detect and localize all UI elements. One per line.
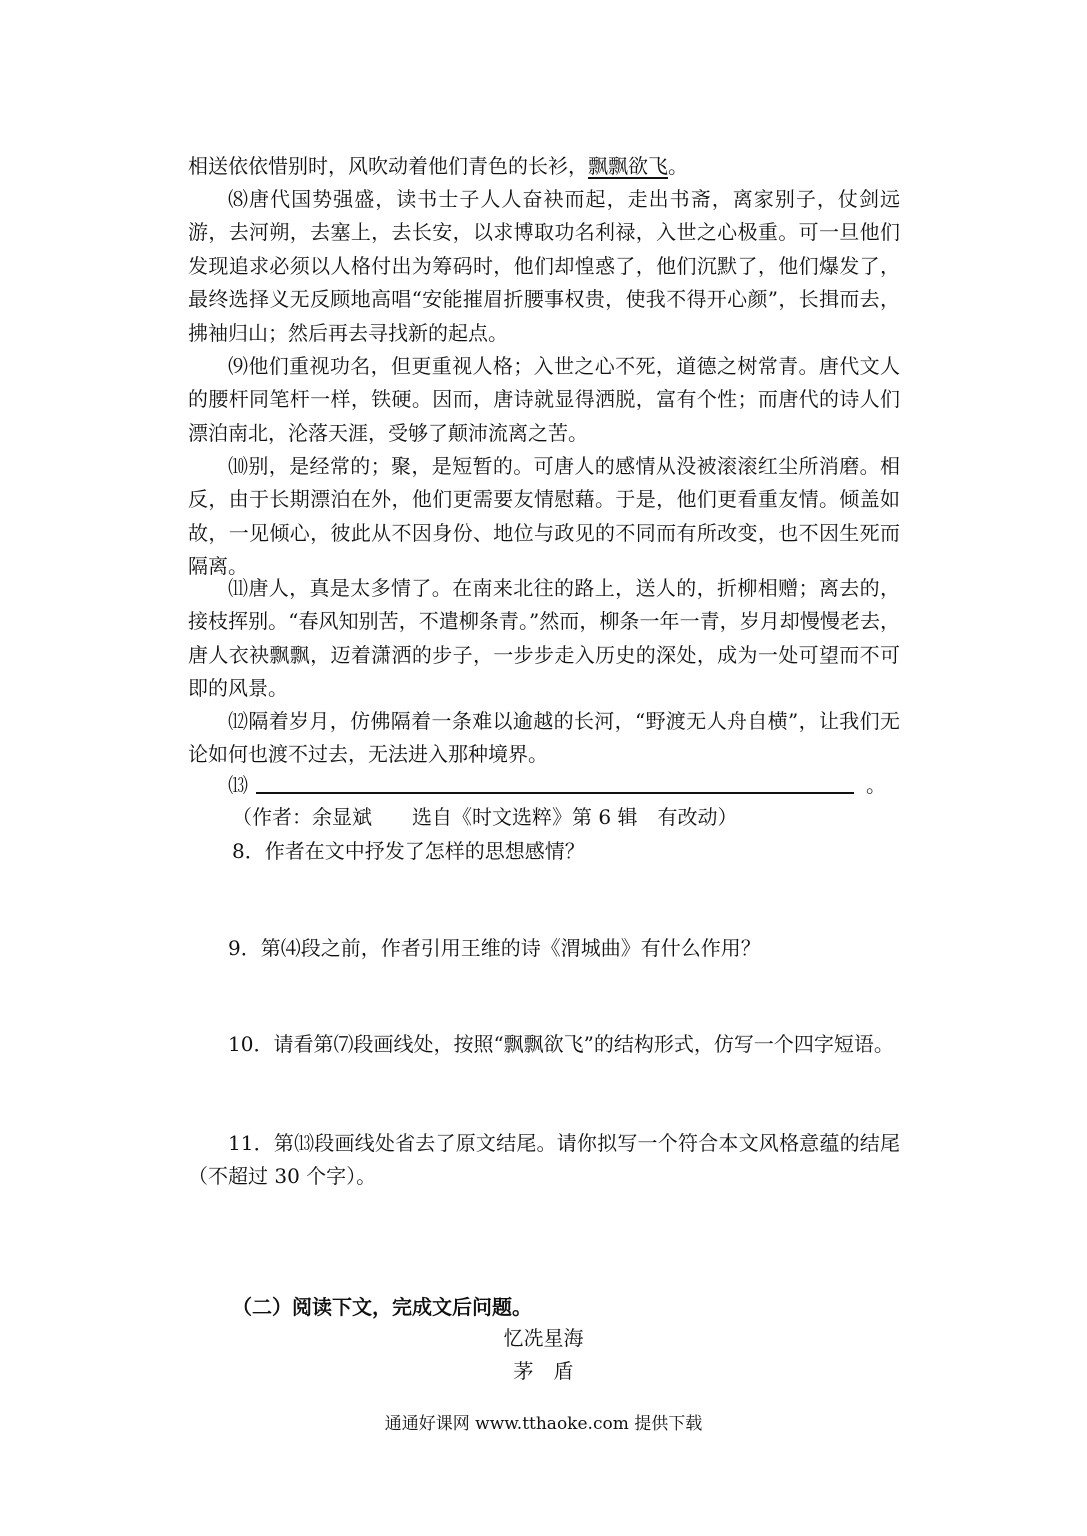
answer-blank-line <box>256 792 854 794</box>
paragraph-8: ⑻唐代国势强盛，读书士子人人奋袂而起，走出书斋，离家别子，仗剑远游，去河朔，去塞上，去长安，以求博取功名利禄，入世之心极重。可一旦他们发现追求必须以人格付出为筹码时，他们却惶惑了，他们沉默了，他们爆发了，最终选择义无反顾地高唱“安能摧眉折腰事权贵，使我不得开心颜”，长揖而去，拂袖归山；然后再去寻找新的起点。 <box>188 187 900 345</box>
article-title: 忆冼星海 <box>503 1326 584 1350</box>
paragraph-7-tail <box>188 150 900 183</box>
page-footer: 通通好课网 www.tthaoke.com 提供下载 <box>384 1414 703 1434</box>
article-author: 茅 盾 <box>513 1359 574 1383</box>
p7-end: 。 <box>668 154 688 178</box>
paragraph-10: ⑽别，是经常的；聚，是短暂的。可唐人的感情从没被滚滚红尘所消磨。相反，由于长期漂泊在外，他们更需要友情慰藉。于是，他们更看重友情。倾盖如故，一见倾心，彼此从不因身份、地位与政见的不同而有所改变，也不因生死而隔离。 <box>188 454 900 579</box>
p7-underlined-phrase: 飘飘欲飞 <box>588 154 668 178</box>
question-10: 10．请看第⑺段画线处，按照“飘飘欲飞”的结构形式，仿写一个四字短语。 <box>228 1032 894 1056</box>
question-9: 9．第⑷段之前，作者引用王维的诗《渭城曲》有什么作用？ <box>228 936 761 960</box>
question-8: 8．作者在文中抒发了怎样的思想感情？ <box>232 839 585 863</box>
paragraph-11: ⑾唐人，真是太多情了。在南来北往的路上，送人的，折柳相赠；离去的，接枝挥别。“春风知别苦，不遣柳条青。”然而，柳条一年一青，岁月却慢慢老去，唐人衣袂飘飘，迈着潇洒的步子，一步步走入历史的深处，成为一处可望而不可即的风景。 <box>188 576 900 701</box>
paragraph-9: ⑼他们重视功名，但更重视人格；入世之心不死，道德之树常青。唐代文人的腰杆同笔杆一样，铁硬。因而，唐诗就显得洒脱，富有个性；而唐代的诗人们漂泊南北，沦落天涯，受够了颠沛流离之苦。 <box>188 354 900 445</box>
paragraph-13-label: ⒀ <box>228 773 248 797</box>
p7-text: 相送依依惜别时，风吹动着他们青色的长衫， <box>188 154 588 178</box>
section-2-heading: （二）阅读下文，完成文后问题。 <box>232 1295 532 1319</box>
paragraph-12: ⑿隔着岁月，仿佛隔着一条难以逾越的长河，“野渡无人舟自横”，让我们无论如何也渡不过去，无法进入那种境界。 <box>188 709 900 767</box>
question-11: 11．第⒀段画线处省去了原文结尾。请你拟写一个符合本文风格意蕴的结尾（不超过 30 个字）。 <box>188 1131 900 1189</box>
paragraph-13-end: 。 <box>866 773 886 797</box>
source-note: （作者：余显斌 选自《时文选粹》第 6 辑 有改动） <box>232 805 738 829</box>
